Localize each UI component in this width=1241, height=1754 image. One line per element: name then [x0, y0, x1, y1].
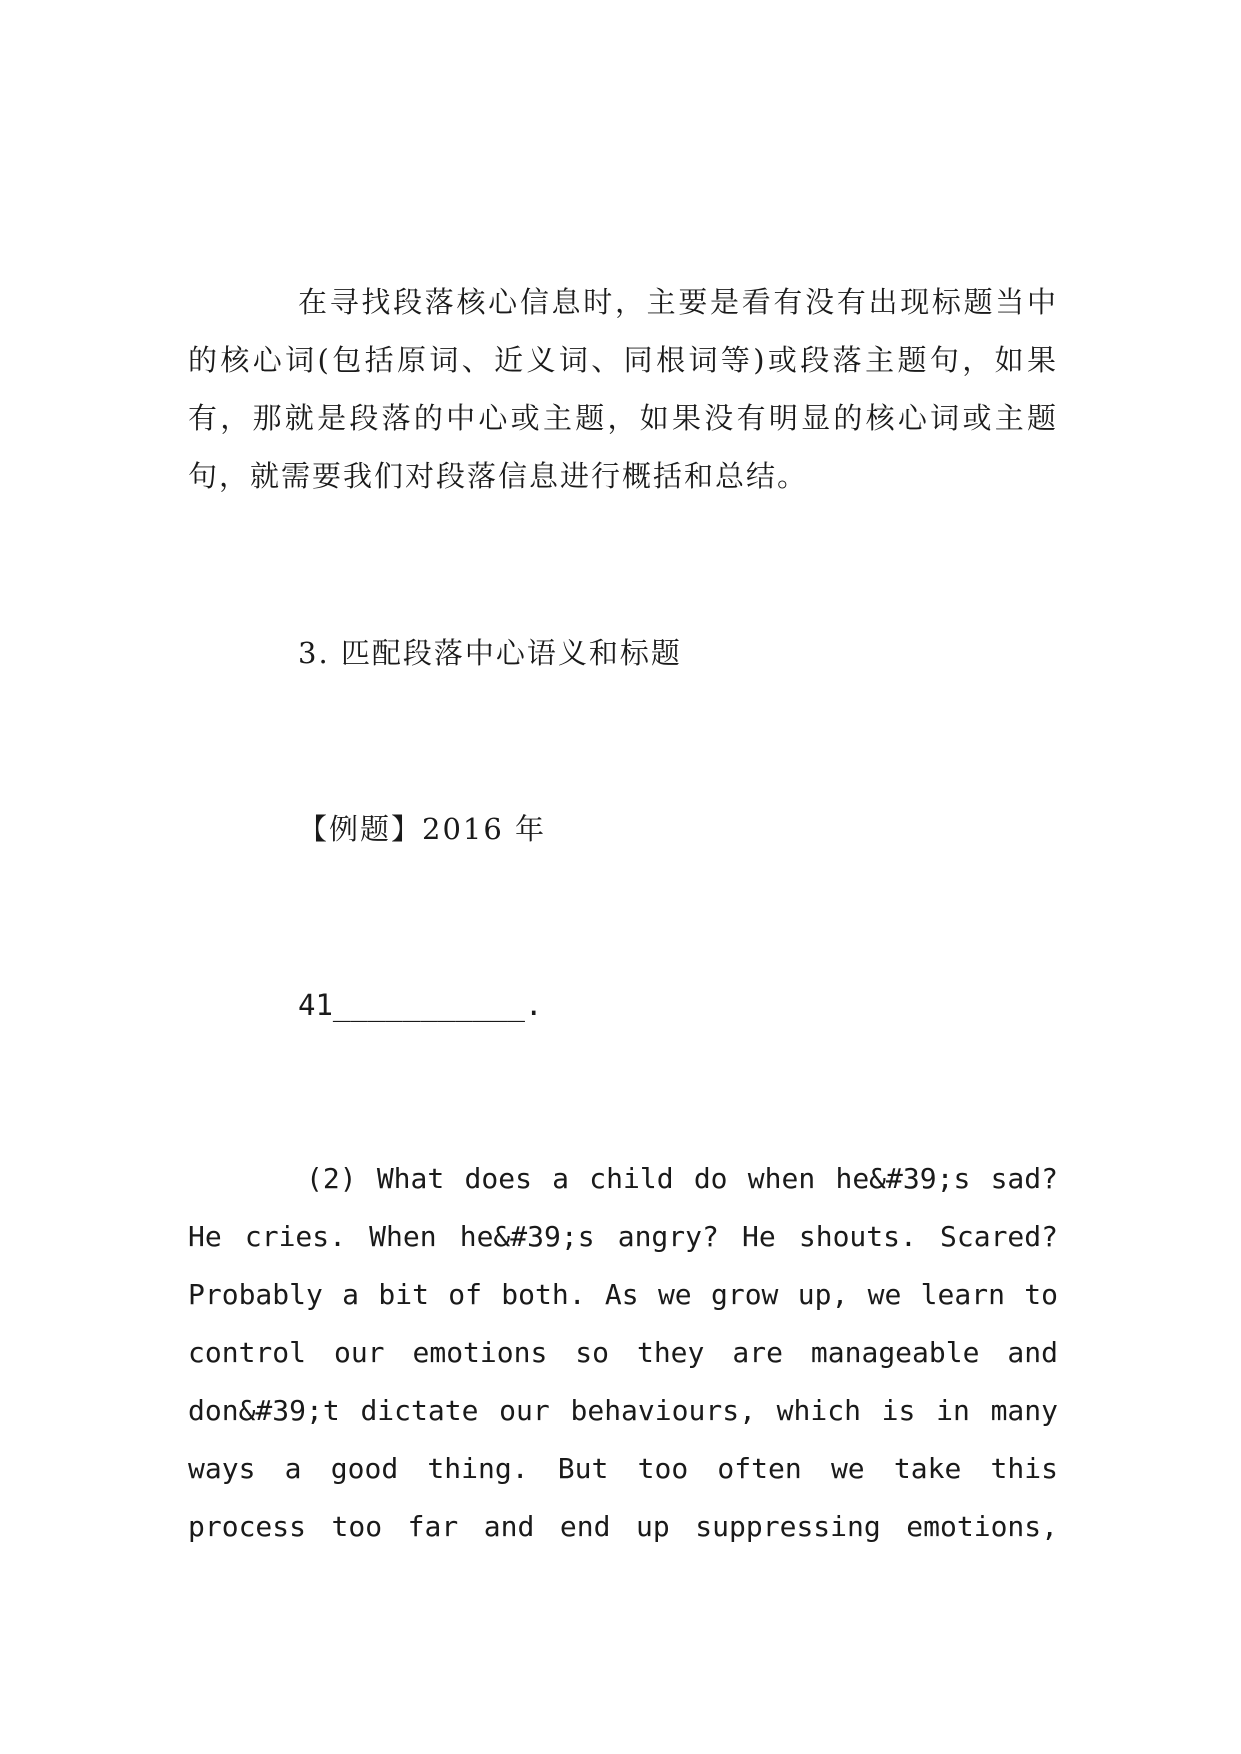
example-label: 【例题】2016 年 — [298, 812, 547, 846]
section-heading: 3. 匹配段落中心语义和标题 — [298, 636, 682, 670]
paragraph-core-info: 在寻找段落核心信息时，主要是看有没有出现标题当中的核心词(包括原词、近义词、同根词等)或段落主题句，如果有，那就是段落的中心或主题，如果没有明显的核心词或主题句，就需要我们对段落信息进行概括和总结。 — [188, 285, 1058, 493]
english-paragraph: (2) What does a child do when he&#39;s sad? He cries. When he&#39;s angry? He shouts. Scared? Probably a bit of both. As we grow up, we learn to control our emotions so they are manageable and don&#39;t dictate our behaviours, which is in many ways a good thing. But too often we take this process too far and end up suppressing emotions, — [188, 1162, 1058, 1543]
question-blank: 41___________. — [298, 988, 543, 1022]
